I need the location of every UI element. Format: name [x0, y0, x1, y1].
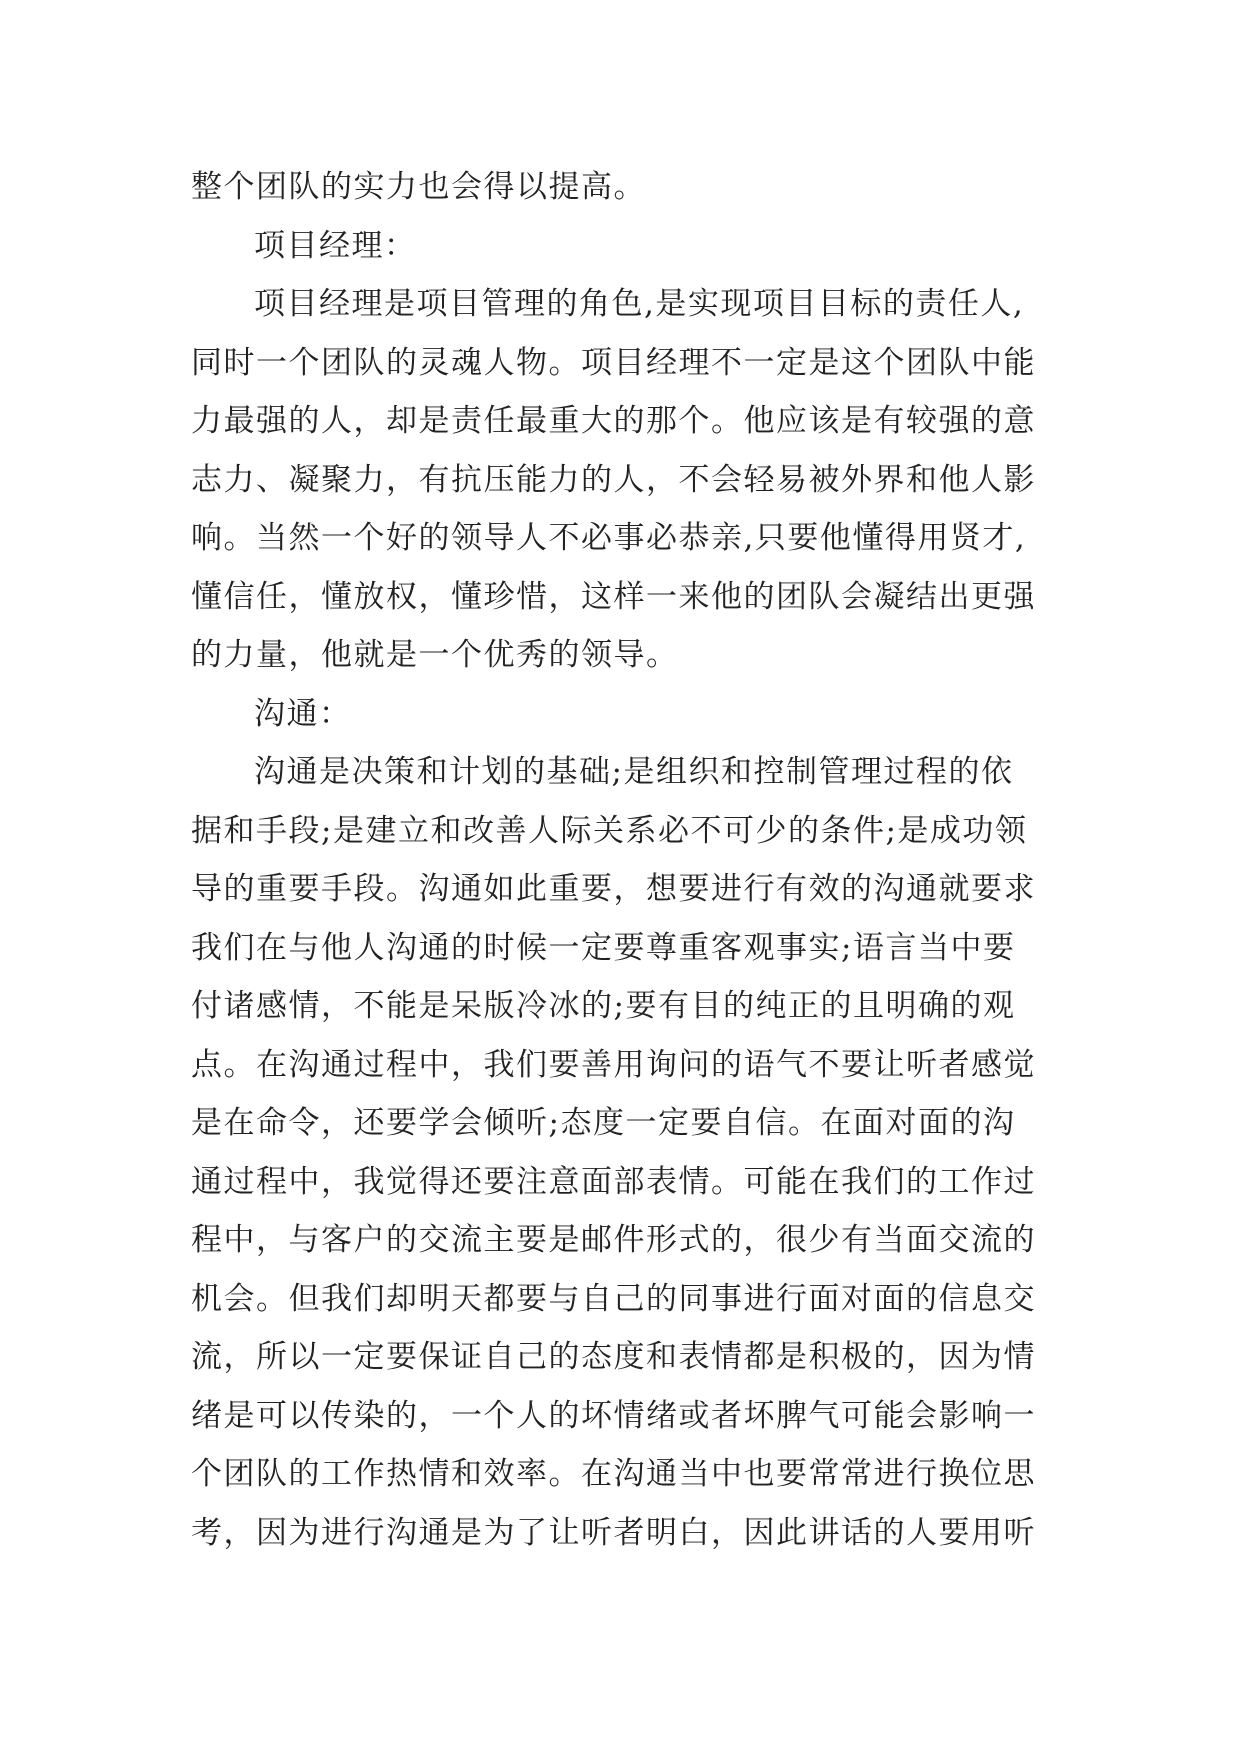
document-body [191, 158, 1051, 1562]
text-line: 付诸感情，不能是呆版冷冰的;要有目的纯正的且明确的观 [191, 988, 1016, 1024]
text-line: 点。在沟通过程中，我们要善用询问的语气不要让听者感觉 [191, 1046, 1036, 1083]
text-line: 据和手段;是建立和改善人际关系必不可少的条件;是成功领 [191, 812, 1028, 849]
text-line: 是在命令，还要学会倾听;态度一定要自信。在面对面的沟 [191, 1105, 1016, 1141]
text-line: 考，因为进行沟通是为了让听者明白，因此讲话的人要用听 [191, 1514, 1036, 1551]
text-line: 我们在与他人沟通的时候一定要尊重客观事实;语言当中要 [191, 929, 1016, 966]
text-line: 流，所以一定要保证自己的态度和表情都是积极的，因为情 [191, 1339, 1036, 1375]
text-line: 通过程中，我觉得还要注意面部表情。可能在我们的工作过 [191, 1163, 1036, 1200]
text-line: 整个团队的实力也会得以提高。 [191, 169, 646, 205]
text-line: 个团队的工作热情和效率。在沟通当中也要常常进行换位思 [191, 1456, 1036, 1492]
text-line: 同时一个团队的灵魂人物。项目经理不一定是这个团队中能 [191, 344, 1036, 381]
text-line: 机会。但我们却明天都要与自己的同事进行面对面的信息交 [191, 1280, 1036, 1317]
text-line: 响。当然一个好的领导人不必事必恭亲,只要他懂得用贤才, [191, 520, 1027, 556]
text-line: 力最强的人，却是责任最重大的那个。他应该是有较强的意 [191, 403, 1036, 439]
text-line: 绪是可以传染的，一个人的坏情绪或者坏脾气可能会影响一 [191, 1397, 1036, 1434]
text-line: 项目经理是项目管理的角色,是实现项目目标的责任人, [254, 286, 1025, 322]
text-line: 懂信任，懂放权，懂珍惜，这样一来他的团队会凝结出更强 [191, 578, 1036, 615]
section-heading-project-manager: 项目经理： [254, 227, 417, 264]
text-line: 的力量，他就是一个优秀的领导。 [191, 637, 679, 673]
text-line: 志力、凝聚力，有抗压能力的人，不会轻易被外界和他人影 [191, 461, 1036, 498]
text-line: 沟通是决策和计划的基础;是组织和控制管理过程的依 [254, 754, 1014, 790]
text-line: 导的重要手段。沟通如此重要，想要进行有效的沟通就要求 [191, 871, 1036, 907]
text-line: 程中，与客户的交流主要是邮件形式的，很少有当面交流的 [191, 1222, 1036, 1258]
section-heading-communication: 沟通： [254, 695, 352, 732]
